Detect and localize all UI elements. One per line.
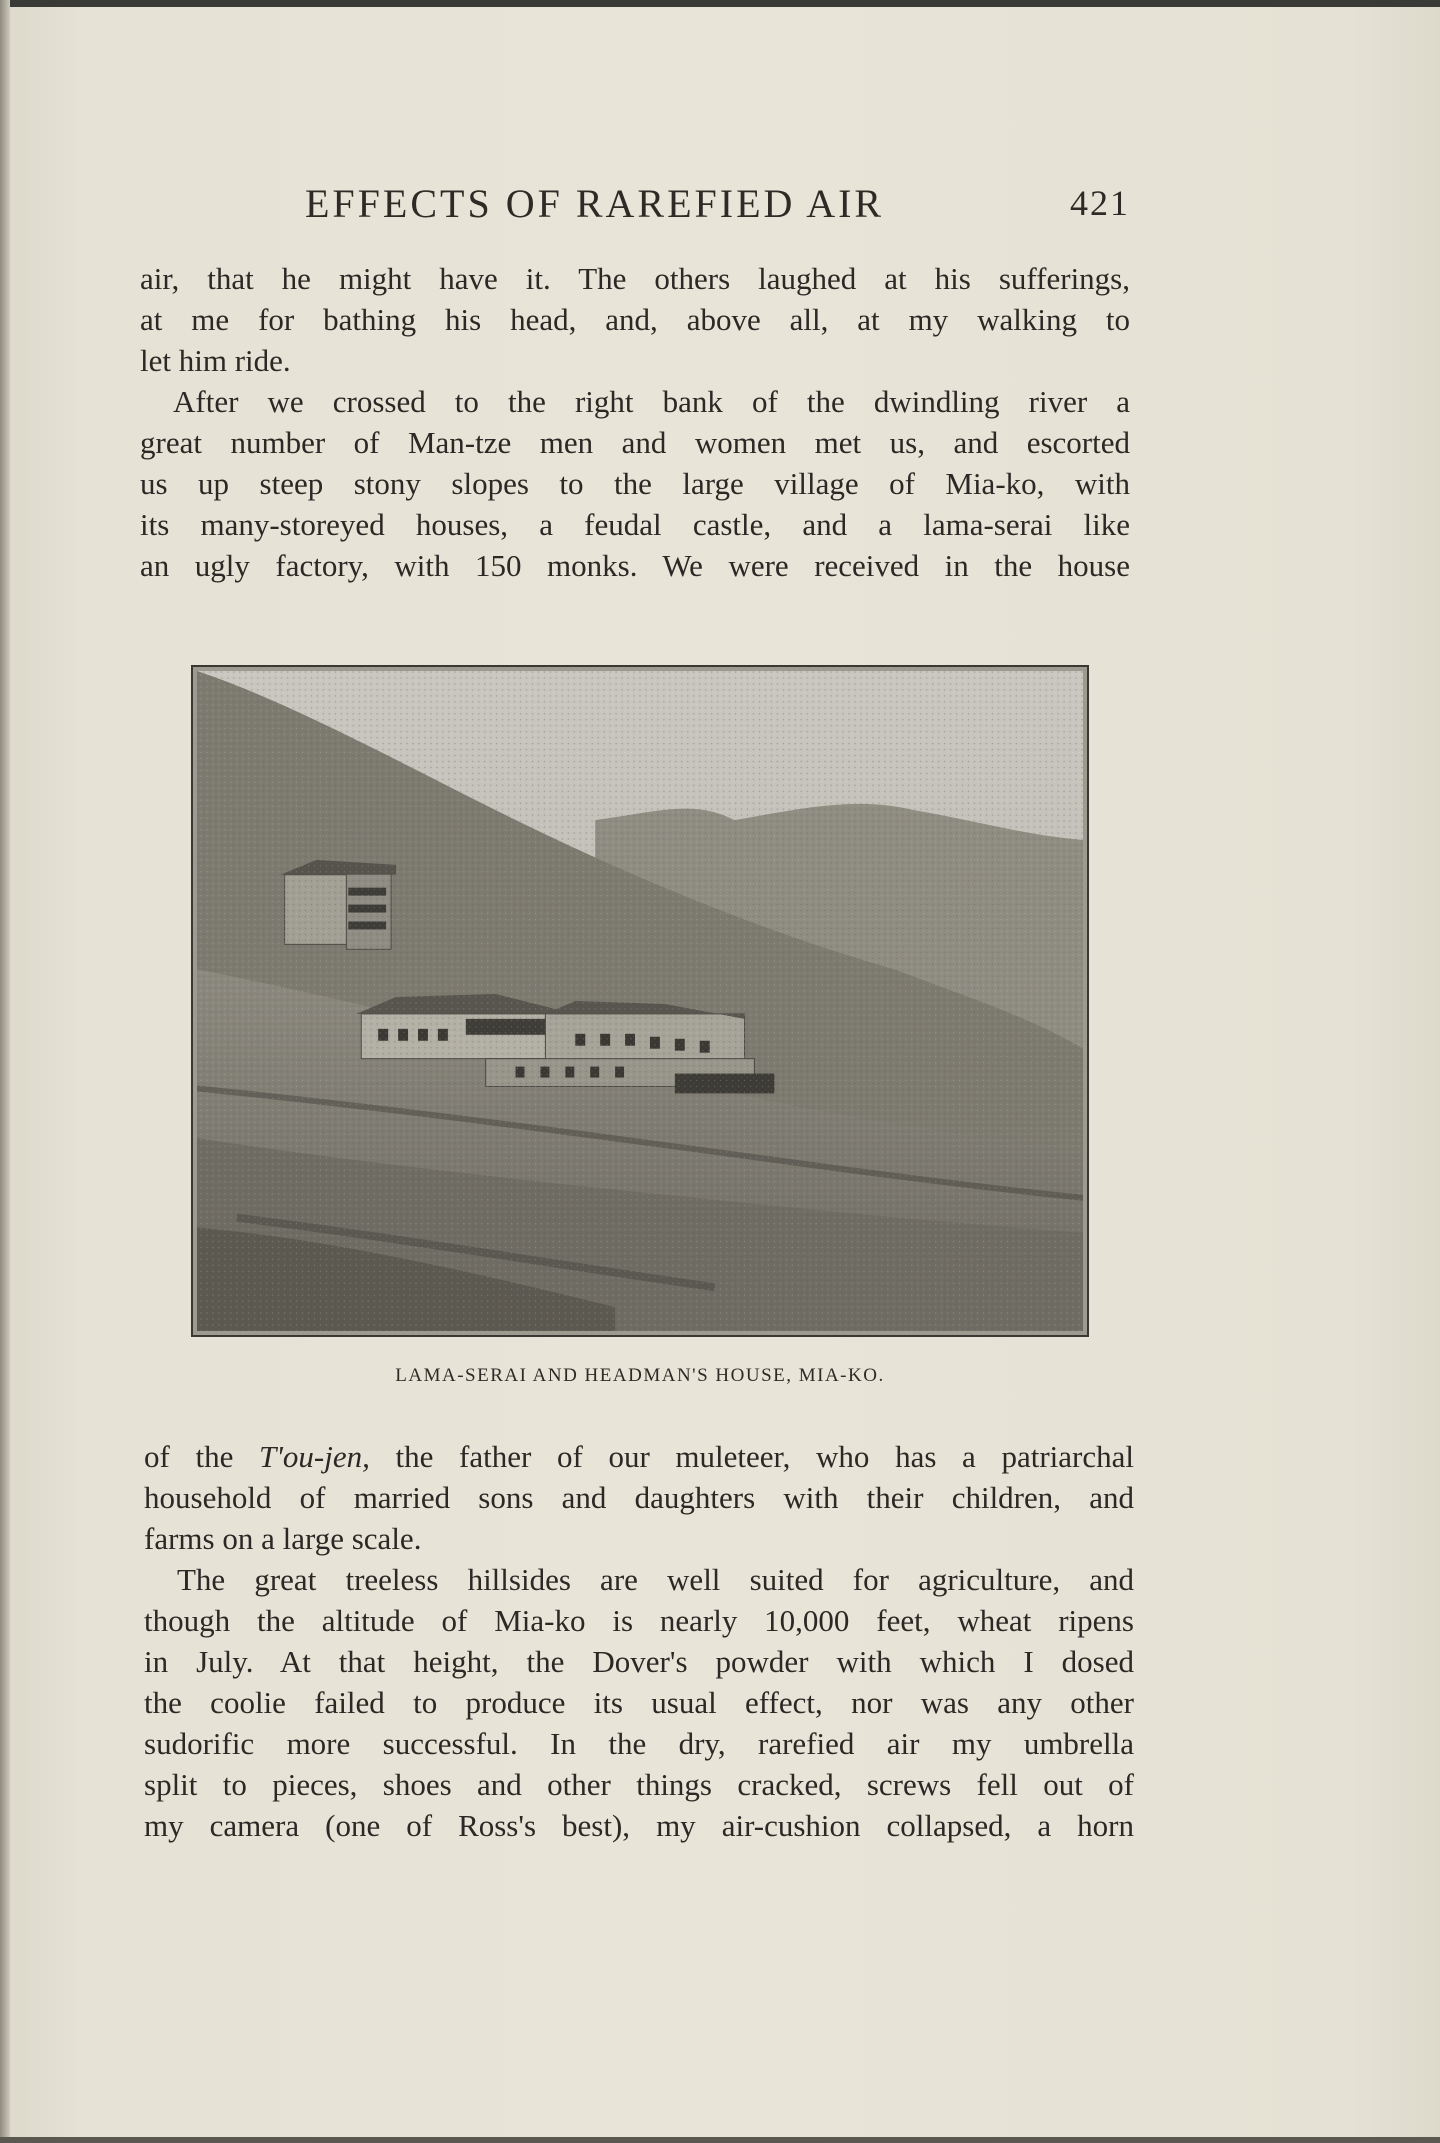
text-line: us up steep stony slopes to the large village of Mia-ko, with	[140, 466, 1130, 501]
photograph-lama-serai	[197, 671, 1083, 1331]
text-line: though the altitude of Mia-ko is nearly 10,000 feet, wheat ripens	[144, 1603, 1134, 1638]
text-line: air, that he might have it. The others laughed at his sufferings,	[140, 261, 1130, 296]
text-line: the coolie failed to produce its usual effect, nor was any other	[144, 1685, 1134, 1720]
page-bottom-edge	[0, 2137, 1440, 2143]
page-number: 421	[1070, 183, 1130, 223]
text-line: great number of Man-tze men and women met us, and escorted	[140, 425, 1130, 460]
text-line: my camera (one of Ross's best), my air-cushion collapsed, a horn	[144, 1808, 1134, 1843]
text-line: let him ride.	[140, 343, 291, 378]
running-title: EFFECTS OF RAREFIED AIR	[305, 181, 885, 226]
text-block-bottom	[144, 1436, 1134, 1846]
text-line: farms on a large scale.	[144, 1521, 422, 1556]
text-line: its many-storeyed houses, a feudal castle, and a lama-serai like	[140, 507, 1130, 542]
text-block-top	[140, 258, 1130, 586]
text-span: the father of our muleteer, who has a patriarchal	[369, 1439, 1134, 1474]
text-span: of the	[144, 1439, 260, 1474]
text-line: split to pieces, shoes and other things cracked, screws fell out of	[144, 1767, 1134, 1802]
figure-caption: LAMA-SERAI AND HEADMAN'S HOUSE, MIA-KO.	[395, 1365, 885, 1386]
text-line	[144, 1436, 1134, 1477]
text-line: The great treeless hillsides are well suited for agriculture, and	[177, 1562, 1134, 1597]
text-line: an ugly factory, with 150 monks. We were received in the house	[140, 548, 1130, 583]
text-line: household of married sons and daughters with their children, and	[144, 1480, 1134, 1515]
page-binding-edge	[0, 0, 10, 2143]
text-line: After we crossed to the right bank of the dwindling river a	[173, 384, 1130, 419]
photograph-plate	[191, 665, 1089, 1337]
page-top-edge	[0, 0, 1440, 7]
running-head	[140, 180, 1130, 230]
text-line: sudorific more successful. In the dry, rarefied air my umbrella	[144, 1726, 1134, 1761]
text-line: at me for bathing his head, and, above all, at my walking to	[140, 302, 1130, 337]
text-line: in July. At that height, the Dover's powder with which I dosed	[144, 1644, 1134, 1679]
italic-term: T'ou-jen,	[259, 1439, 370, 1474]
